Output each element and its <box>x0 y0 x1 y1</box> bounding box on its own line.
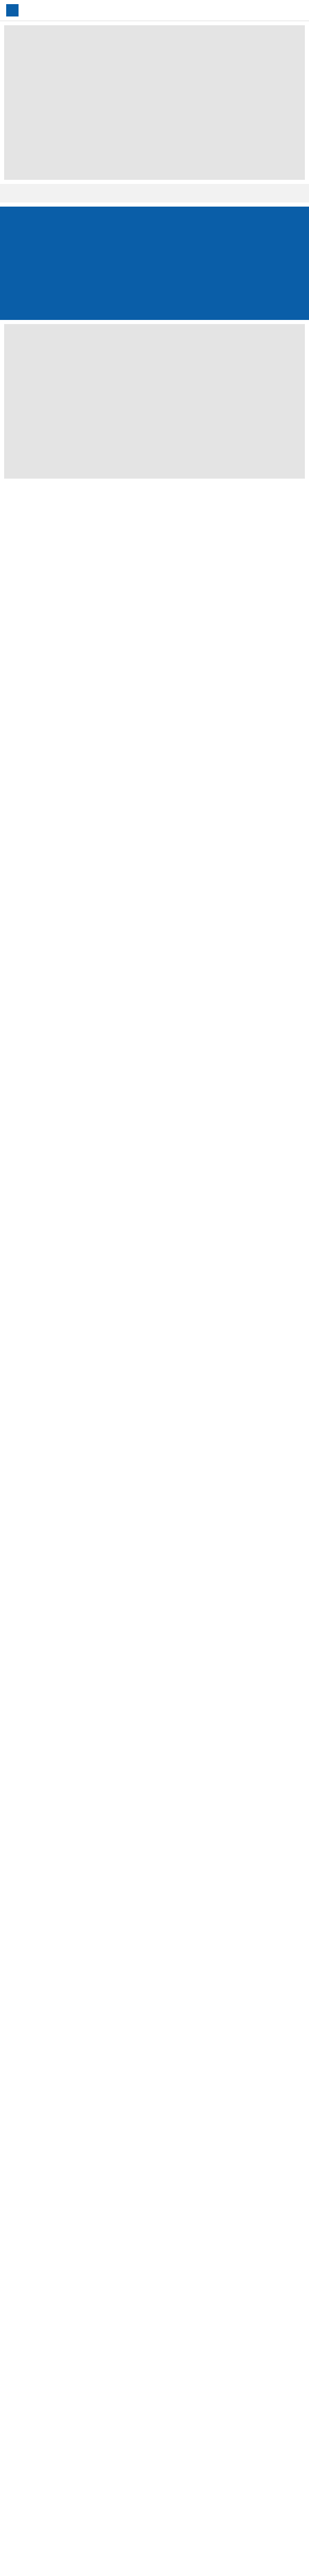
content-placeholder <box>4 324 305 479</box>
site-logo[interactable] <box>6 4 19 16</box>
site-header <box>0 0 309 21</box>
lead-image-placeholder <box>4 25 305 180</box>
blue-band-placeholder <box>0 207 309 320</box>
section-placeholder <box>0 184 309 202</box>
